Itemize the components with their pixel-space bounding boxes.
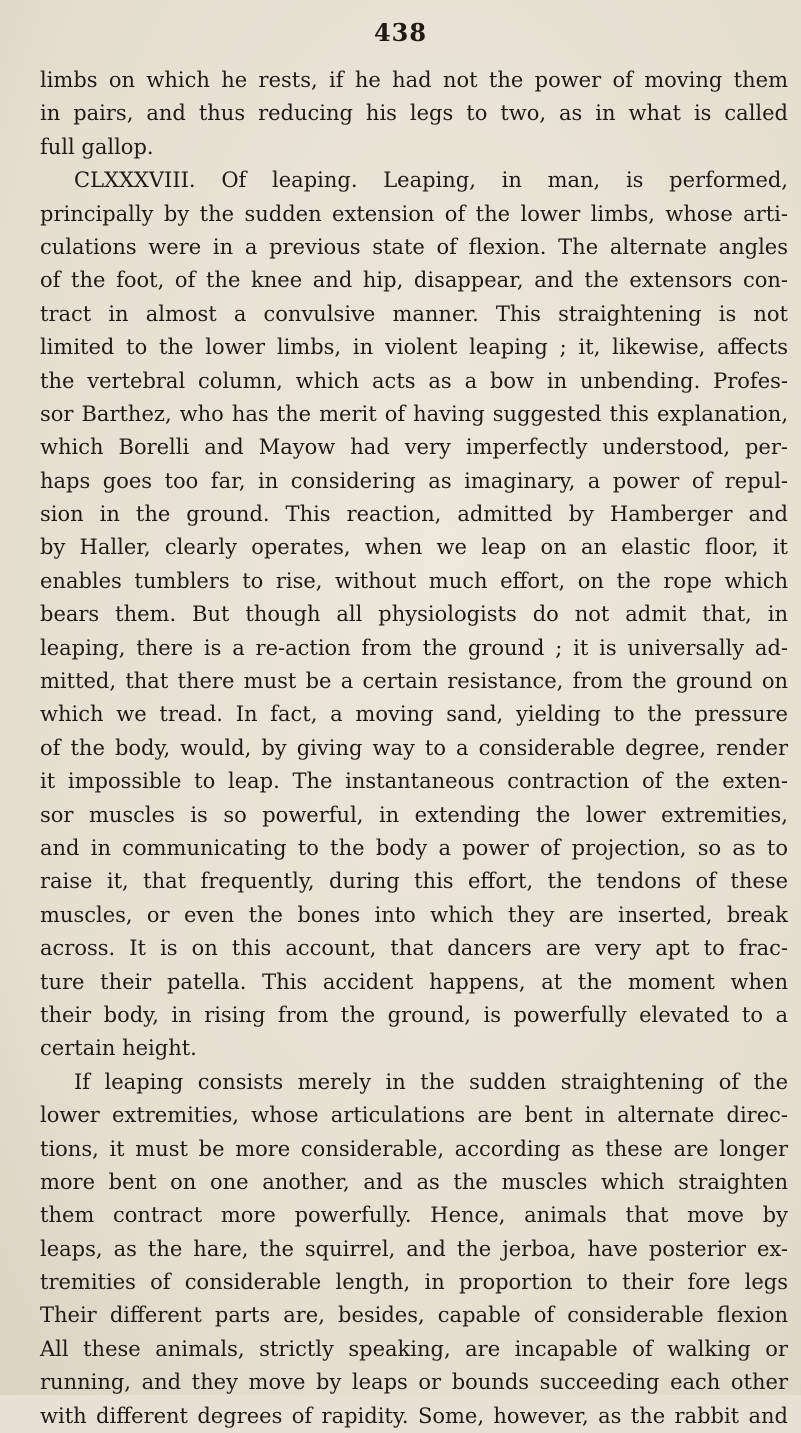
text-line: leaping, there is a re-action from the ground ; it is universally ad- xyxy=(40,635,788,660)
text-line: it impossible to leap. The instantaneous contraction of the exten- xyxy=(40,769,788,794)
text-line: muscles, or even the bones into which they are inserted, break xyxy=(40,902,788,927)
text-line: limited to the lower limbs, in violent leaping ; it, likewise, affects xyxy=(40,335,788,360)
text-line: and in communicating to the body a power of projection, so as to xyxy=(40,835,788,860)
text-line: with different degrees of rapidity. Some, however, as the rabbit and xyxy=(40,1403,788,1428)
text-line: leaps, as the hare, the squirrel, and the jerboa, have posterior ex- xyxy=(40,1236,788,1261)
text-line: limbs on which he rests, if he had not the power of moving them xyxy=(40,68,788,92)
body-text xyxy=(40,64,788,1433)
text-line: which we tread. In fact, a moving sand, yielding to the pressure xyxy=(40,702,788,727)
text-line: in pairs, and thus reducing his legs to two, as in what is called xyxy=(40,101,788,126)
text-line: bears them. But though all physiologists do not admit that, in xyxy=(40,602,788,627)
text-line: their body, in rising from the ground, is powerfully elevated to a xyxy=(40,1002,788,1027)
text-line: Their different parts are, besides, capable of considerable flexion xyxy=(40,1303,788,1328)
text-line: the vertebral column, which acts as a bow in unbending. Profes- xyxy=(40,368,788,393)
text-line: All these animals, strictly speaking, are incapable of walking or xyxy=(40,1336,788,1361)
text-line: If leaping consists merely in the sudden straightening of the xyxy=(74,1069,788,1094)
text-line: across. It is on this account, that dancers are very apt to frac- xyxy=(40,936,788,961)
text-line: CLXXXVIII. Of leaping. Leaping, in man, is performed, xyxy=(74,168,788,193)
text-line: tions, it must be more considerable, according as these are longer xyxy=(40,1136,788,1161)
text-line: sor muscles is so powerful, in extending the lower extremities, xyxy=(40,802,788,827)
text-line: of the foot, of the knee and hip, disappear, and the extensors con- xyxy=(40,268,788,293)
text-line: running, and they move by leaps or bounds succeeding each other xyxy=(40,1370,788,1395)
text-line: them contract more powerfully. Hence, animals that move by xyxy=(40,1203,788,1228)
text-line: more bent on one another, and as the muscles which straighten xyxy=(40,1169,788,1194)
text-line: by Haller, clearly operates, when we leap on an elastic floor, it xyxy=(40,535,788,560)
text-line: culations were in a previous state of flexion. The alternate angles xyxy=(40,234,788,259)
text-line: sion in the ground. This reaction, admitted by Hamberger and xyxy=(40,502,788,527)
text-line: mitted, that there must be a certain resistance, from the ground on xyxy=(40,669,788,694)
text-line: ture their patella. This accident happens, at the moment when xyxy=(40,969,788,994)
text-line: haps goes too far, in considering as imaginary, a power of repul- xyxy=(40,468,788,493)
text-line: lower extremities, whose articulations are bent in alternate direc- xyxy=(40,1103,788,1128)
text-line: tremities of considerable length, in proportion to their fore legs xyxy=(40,1270,788,1295)
text-line: enables tumblers to rise, without much effort, on the rope which xyxy=(40,568,788,593)
text-line: raise it, that frequently, during this effort, the tendons of these xyxy=(40,869,788,894)
text-line: sor Barthez, who has the merit of having suggested this explanation, xyxy=(40,401,788,426)
text-line: of the body, would, by giving way to a considerable degree, render xyxy=(40,735,788,760)
text-line: principally by the sudden extension of the lower limbs, whose arti- xyxy=(40,201,788,226)
page-number: 438 xyxy=(373,18,428,47)
text-line: full gallop. xyxy=(40,134,154,159)
text-line: certain height. xyxy=(40,1036,197,1061)
text-line: which Borelli and Mayow had very imperfectly understood, per- xyxy=(40,435,788,460)
text-line: tract in almost a convulsive manner. This straightening is not xyxy=(40,301,788,326)
